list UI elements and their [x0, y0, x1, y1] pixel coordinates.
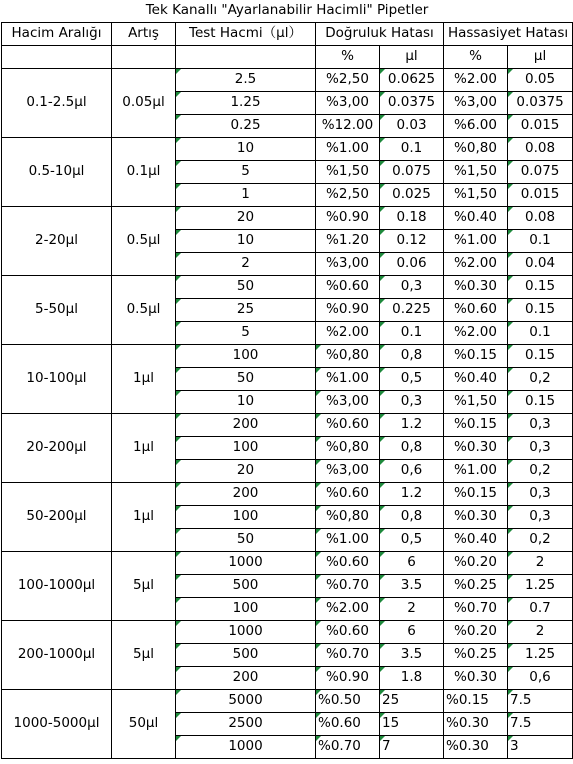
accuracy-ul-cell: 25	[380, 690, 444, 713]
header-row	[2, 23, 573, 46]
precision-ul-cell: 0.08	[508, 138, 573, 161]
unit-empty-range	[2, 46, 112, 69]
precision-ul-cell: 3	[508, 736, 573, 759]
precision-percent-cell: %6.00	[444, 115, 508, 138]
precision-ul-cell: 0.1	[508, 322, 573, 345]
accuracy-percent-cell: %0.70	[316, 736, 380, 759]
precision-percent-cell: %0.30	[444, 506, 508, 529]
accuracy-ul-cell: 7	[380, 736, 444, 759]
precision-ul-cell: 7.5	[508, 713, 573, 736]
table-row	[2, 414, 573, 437]
test-volume-cell: 2.5	[176, 69, 316, 92]
pipette-spec-table	[1, 0, 573, 759]
accuracy-percent-cell: %12.00	[316, 115, 380, 138]
test-volume-cell: 2500	[176, 713, 316, 736]
precision-percent-cell: %0.40	[444, 368, 508, 391]
range-cell: 10-100µl	[2, 345, 112, 414]
precision-percent-cell: %1,50	[444, 161, 508, 184]
precision-ul-cell: 0,2	[508, 529, 573, 552]
step-cell: 5µl	[112, 552, 176, 621]
range-cell: 20-200µl	[2, 414, 112, 483]
precision-ul-cell: 1.25	[508, 575, 573, 598]
accuracy-percent-cell: %2,50	[316, 69, 380, 92]
table-row	[2, 207, 573, 230]
test-volume-cell: 500	[176, 575, 316, 598]
precision-ul-cell: 0.05	[508, 69, 573, 92]
test-volume-cell: 50	[176, 276, 316, 299]
accuracy-ul-cell: 0.025	[380, 184, 444, 207]
accuracy-percent-cell: %0.90	[316, 207, 380, 230]
precision-percent-cell: %0.20	[444, 552, 508, 575]
accuracy-percent-cell: %1,50	[316, 161, 380, 184]
step-cell: 0.1µl	[112, 138, 176, 207]
accuracy-percent-cell: %0.60	[316, 713, 380, 736]
accuracy-ul-cell: 1.2	[380, 483, 444, 506]
test-volume-cell: 200	[176, 667, 316, 690]
precision-percent-cell: %0.25	[444, 575, 508, 598]
accuracy-percent-cell: %3,00	[316, 460, 380, 483]
test-volume-cell: 20	[176, 460, 316, 483]
precision-percent-cell: %0.30	[444, 276, 508, 299]
accuracy-ul-cell: 0,8	[380, 345, 444, 368]
accuracy-ul-cell: 0.075	[380, 161, 444, 184]
accuracy-percent-cell: %0.60	[316, 276, 380, 299]
accuracy-ul-cell: 1.8	[380, 667, 444, 690]
test-volume-cell: 20	[176, 207, 316, 230]
precision-ul-cell: 0.015	[508, 184, 573, 207]
range-cell: 0.5-10µl	[2, 138, 112, 207]
accuracy-ul-cell: 0,6	[380, 460, 444, 483]
precision-ul-cell: 0,3	[508, 414, 573, 437]
precision-ul-cell: 0.1	[508, 230, 573, 253]
precision-ul-cell: 0.7	[508, 598, 573, 621]
precision-percent-cell: %1.00	[444, 230, 508, 253]
accuracy-percent-cell: %2,50	[316, 184, 380, 207]
precision-percent-cell: %0.15	[444, 690, 508, 713]
precision-ul-cell: 0,2	[508, 460, 573, 483]
precision-ul-cell: 0.08	[508, 207, 573, 230]
test-volume-cell: 0.25	[176, 115, 316, 138]
test-volume-cell: 2	[176, 253, 316, 276]
accuracy-percent-cell: %1.00	[316, 529, 380, 552]
precision-percent-cell: %0.15	[444, 345, 508, 368]
precision-ul-cell: 0,3	[508, 437, 573, 460]
range-cell: 1000-5000µl	[2, 690, 112, 759]
step-cell: 1µl	[112, 414, 176, 483]
precision-ul-cell: 0.15	[508, 299, 573, 322]
unit-empty-test	[176, 46, 316, 69]
test-volume-cell: 5	[176, 161, 316, 184]
test-volume-cell: 10	[176, 230, 316, 253]
precision-percent-cell: %2.00	[444, 69, 508, 92]
table-row	[2, 69, 573, 92]
table-body	[2, 0, 573, 759]
unit-accuracy-percent: %	[316, 46, 380, 69]
precision-ul-cell: 0,3	[508, 483, 573, 506]
precision-percent-cell: %1,50	[444, 184, 508, 207]
accuracy-ul-cell: 0.1	[380, 322, 444, 345]
accuracy-percent-cell: %3,00	[316, 253, 380, 276]
accuracy-percent-cell: %1.00	[316, 368, 380, 391]
precision-percent-cell: %2.00	[444, 322, 508, 345]
accuracy-ul-cell: 0.0625	[380, 69, 444, 92]
range-cell: 200-1000µl	[2, 621, 112, 690]
accuracy-ul-cell: 2	[380, 598, 444, 621]
accuracy-percent-cell: %3,00	[316, 92, 380, 115]
table-row	[2, 483, 573, 506]
accuracy-percent-cell: %0,80	[316, 506, 380, 529]
test-volume-cell: 1.25	[176, 92, 316, 115]
test-volume-cell: 1000	[176, 736, 316, 759]
precision-percent-cell: %0.30	[444, 736, 508, 759]
test-volume-cell: 100	[176, 506, 316, 529]
precision-ul-cell: 0.04	[508, 253, 573, 276]
range-cell: 100-1000µl	[2, 552, 112, 621]
test-volume-cell: 1000	[176, 552, 316, 575]
unit-empty-step	[112, 46, 176, 69]
precision-percent-cell: %0.30	[444, 437, 508, 460]
precision-ul-cell: 2	[508, 552, 573, 575]
precision-ul-cell: 0,3	[508, 506, 573, 529]
precision-percent-cell: %0.15	[444, 483, 508, 506]
accuracy-ul-cell: 0,3	[380, 276, 444, 299]
accuracy-ul-cell: 0.0375	[380, 92, 444, 115]
precision-ul-cell: 2	[508, 621, 573, 644]
range-cell: 5-50µl	[2, 276, 112, 345]
range-cell: 0.1-2.5µl	[2, 69, 112, 138]
accuracy-ul-cell: 1.2	[380, 414, 444, 437]
step-cell: 1µl	[112, 345, 176, 414]
unit-row	[2, 46, 573, 69]
accuracy-percent-cell: %3,00	[316, 391, 380, 414]
precision-ul-cell: 0.15	[508, 391, 573, 414]
step-cell: 1µl	[112, 483, 176, 552]
test-volume-cell: 100	[176, 598, 316, 621]
precision-ul-cell: 7.5	[508, 690, 573, 713]
accuracy-ul-cell: 0,8	[380, 506, 444, 529]
precision-percent-cell: %0.40	[444, 529, 508, 552]
precision-percent-cell: %0.60	[444, 299, 508, 322]
table-row	[2, 345, 573, 368]
test-volume-cell: 1	[176, 184, 316, 207]
test-volume-cell: 100	[176, 437, 316, 460]
precision-ul-cell: 0,6	[508, 667, 573, 690]
table-title: Tek Kanallı "Ayarlanabilir Hacimli" Pipetler	[2, 0, 573, 23]
accuracy-percent-cell: %0.70	[316, 644, 380, 667]
table-row	[2, 138, 573, 161]
accuracy-ul-cell: 3.5	[380, 575, 444, 598]
precision-ul-cell: 0.0375	[508, 92, 573, 115]
accuracy-ul-cell: 0,5	[380, 368, 444, 391]
accuracy-percent-cell: %2.00	[316, 598, 380, 621]
header-test-volume: Test Hacmi（µl）	[176, 23, 316, 46]
unit-accuracy-ul: µl	[380, 46, 444, 69]
accuracy-percent-cell: %1.00	[316, 138, 380, 161]
precision-percent-cell: %0,80	[444, 138, 508, 161]
accuracy-ul-cell: 15	[380, 713, 444, 736]
test-volume-cell: 50	[176, 529, 316, 552]
test-volume-cell: 10	[176, 391, 316, 414]
precision-ul-cell: 0.015	[508, 115, 573, 138]
precision-percent-cell: %0.70	[444, 598, 508, 621]
precision-percent-cell: %0.25	[444, 644, 508, 667]
accuracy-ul-cell: 0.1	[380, 138, 444, 161]
precision-percent-cell: %0.15	[444, 414, 508, 437]
accuracy-ul-cell: 0,3	[380, 391, 444, 414]
accuracy-percent-cell: %0.90	[316, 299, 380, 322]
header-precision: Hassasiyet Hatası	[444, 23, 573, 46]
test-volume-cell: 500	[176, 644, 316, 667]
accuracy-ul-cell: 0,5	[380, 529, 444, 552]
precision-percent-cell: %1.00	[444, 460, 508, 483]
header-accuracy: Doğruluk Hatası	[316, 23, 444, 46]
step-cell: 5µl	[112, 621, 176, 690]
header-range: Hacim Aralığı	[2, 23, 112, 46]
precision-ul-cell: 0.075	[508, 161, 573, 184]
test-volume-cell: 5	[176, 322, 316, 345]
precision-percent-cell: %1,50	[444, 391, 508, 414]
test-volume-cell: 100	[176, 345, 316, 368]
precision-percent-cell: %0.40	[444, 207, 508, 230]
test-volume-cell: 200	[176, 483, 316, 506]
accuracy-percent-cell: %0.90	[316, 667, 380, 690]
accuracy-ul-cell: 6	[380, 552, 444, 575]
table-row	[2, 690, 573, 713]
accuracy-ul-cell: 3.5	[380, 644, 444, 667]
accuracy-percent-cell: %0.60	[316, 621, 380, 644]
accuracy-percent-cell: %0,80	[316, 345, 380, 368]
precision-percent-cell: %2.00	[444, 253, 508, 276]
accuracy-ul-cell: 0,8	[380, 437, 444, 460]
precision-percent-cell: %0.30	[444, 667, 508, 690]
accuracy-percent-cell: %1.20	[316, 230, 380, 253]
step-cell: 0.05µl	[112, 69, 176, 138]
table-row	[2, 621, 573, 644]
unit-precision-ul: µl	[508, 46, 573, 69]
accuracy-percent-cell: %0.60	[316, 414, 380, 437]
accuracy-ul-cell: 0.06	[380, 253, 444, 276]
precision-percent-cell: %3,00	[444, 92, 508, 115]
accuracy-percent-cell: %0,80	[316, 437, 380, 460]
accuracy-percent-cell: %0.60	[316, 552, 380, 575]
test-volume-cell: 25	[176, 299, 316, 322]
accuracy-ul-cell: 0.12	[380, 230, 444, 253]
table-row	[2, 276, 573, 299]
accuracy-percent-cell: %0.60	[316, 483, 380, 506]
range-cell: 2-20µl	[2, 207, 112, 276]
accuracy-percent-cell: %0.70	[316, 575, 380, 598]
step-cell: 0.5µl	[112, 276, 176, 345]
test-volume-cell: 10	[176, 138, 316, 161]
step-cell: 50µl	[112, 690, 176, 759]
precision-percent-cell: %0.20	[444, 621, 508, 644]
header-step: Artış	[112, 23, 176, 46]
test-volume-cell: 1000	[176, 621, 316, 644]
table-row	[2, 552, 573, 575]
precision-ul-cell: 0.15	[508, 276, 573, 299]
test-volume-cell: 50	[176, 368, 316, 391]
precision-ul-cell: 1.25	[508, 644, 573, 667]
unit-precision-percent: %	[444, 46, 508, 69]
range-cell: 50-200µl	[2, 483, 112, 552]
precision-ul-cell: 0.15	[508, 345, 573, 368]
test-volume-cell: 200	[176, 414, 316, 437]
accuracy-percent-cell: %0.50	[316, 690, 380, 713]
precision-ul-cell: 0,2	[508, 368, 573, 391]
accuracy-ul-cell: 0.18	[380, 207, 444, 230]
test-volume-cell: 5000	[176, 690, 316, 713]
step-cell: 0.5µl	[112, 207, 176, 276]
accuracy-ul-cell: 0.225	[380, 299, 444, 322]
accuracy-percent-cell: %2.00	[316, 322, 380, 345]
accuracy-ul-cell: 0.03	[380, 115, 444, 138]
accuracy-ul-cell: 6	[380, 621, 444, 644]
precision-percent-cell: %0.30	[444, 713, 508, 736]
